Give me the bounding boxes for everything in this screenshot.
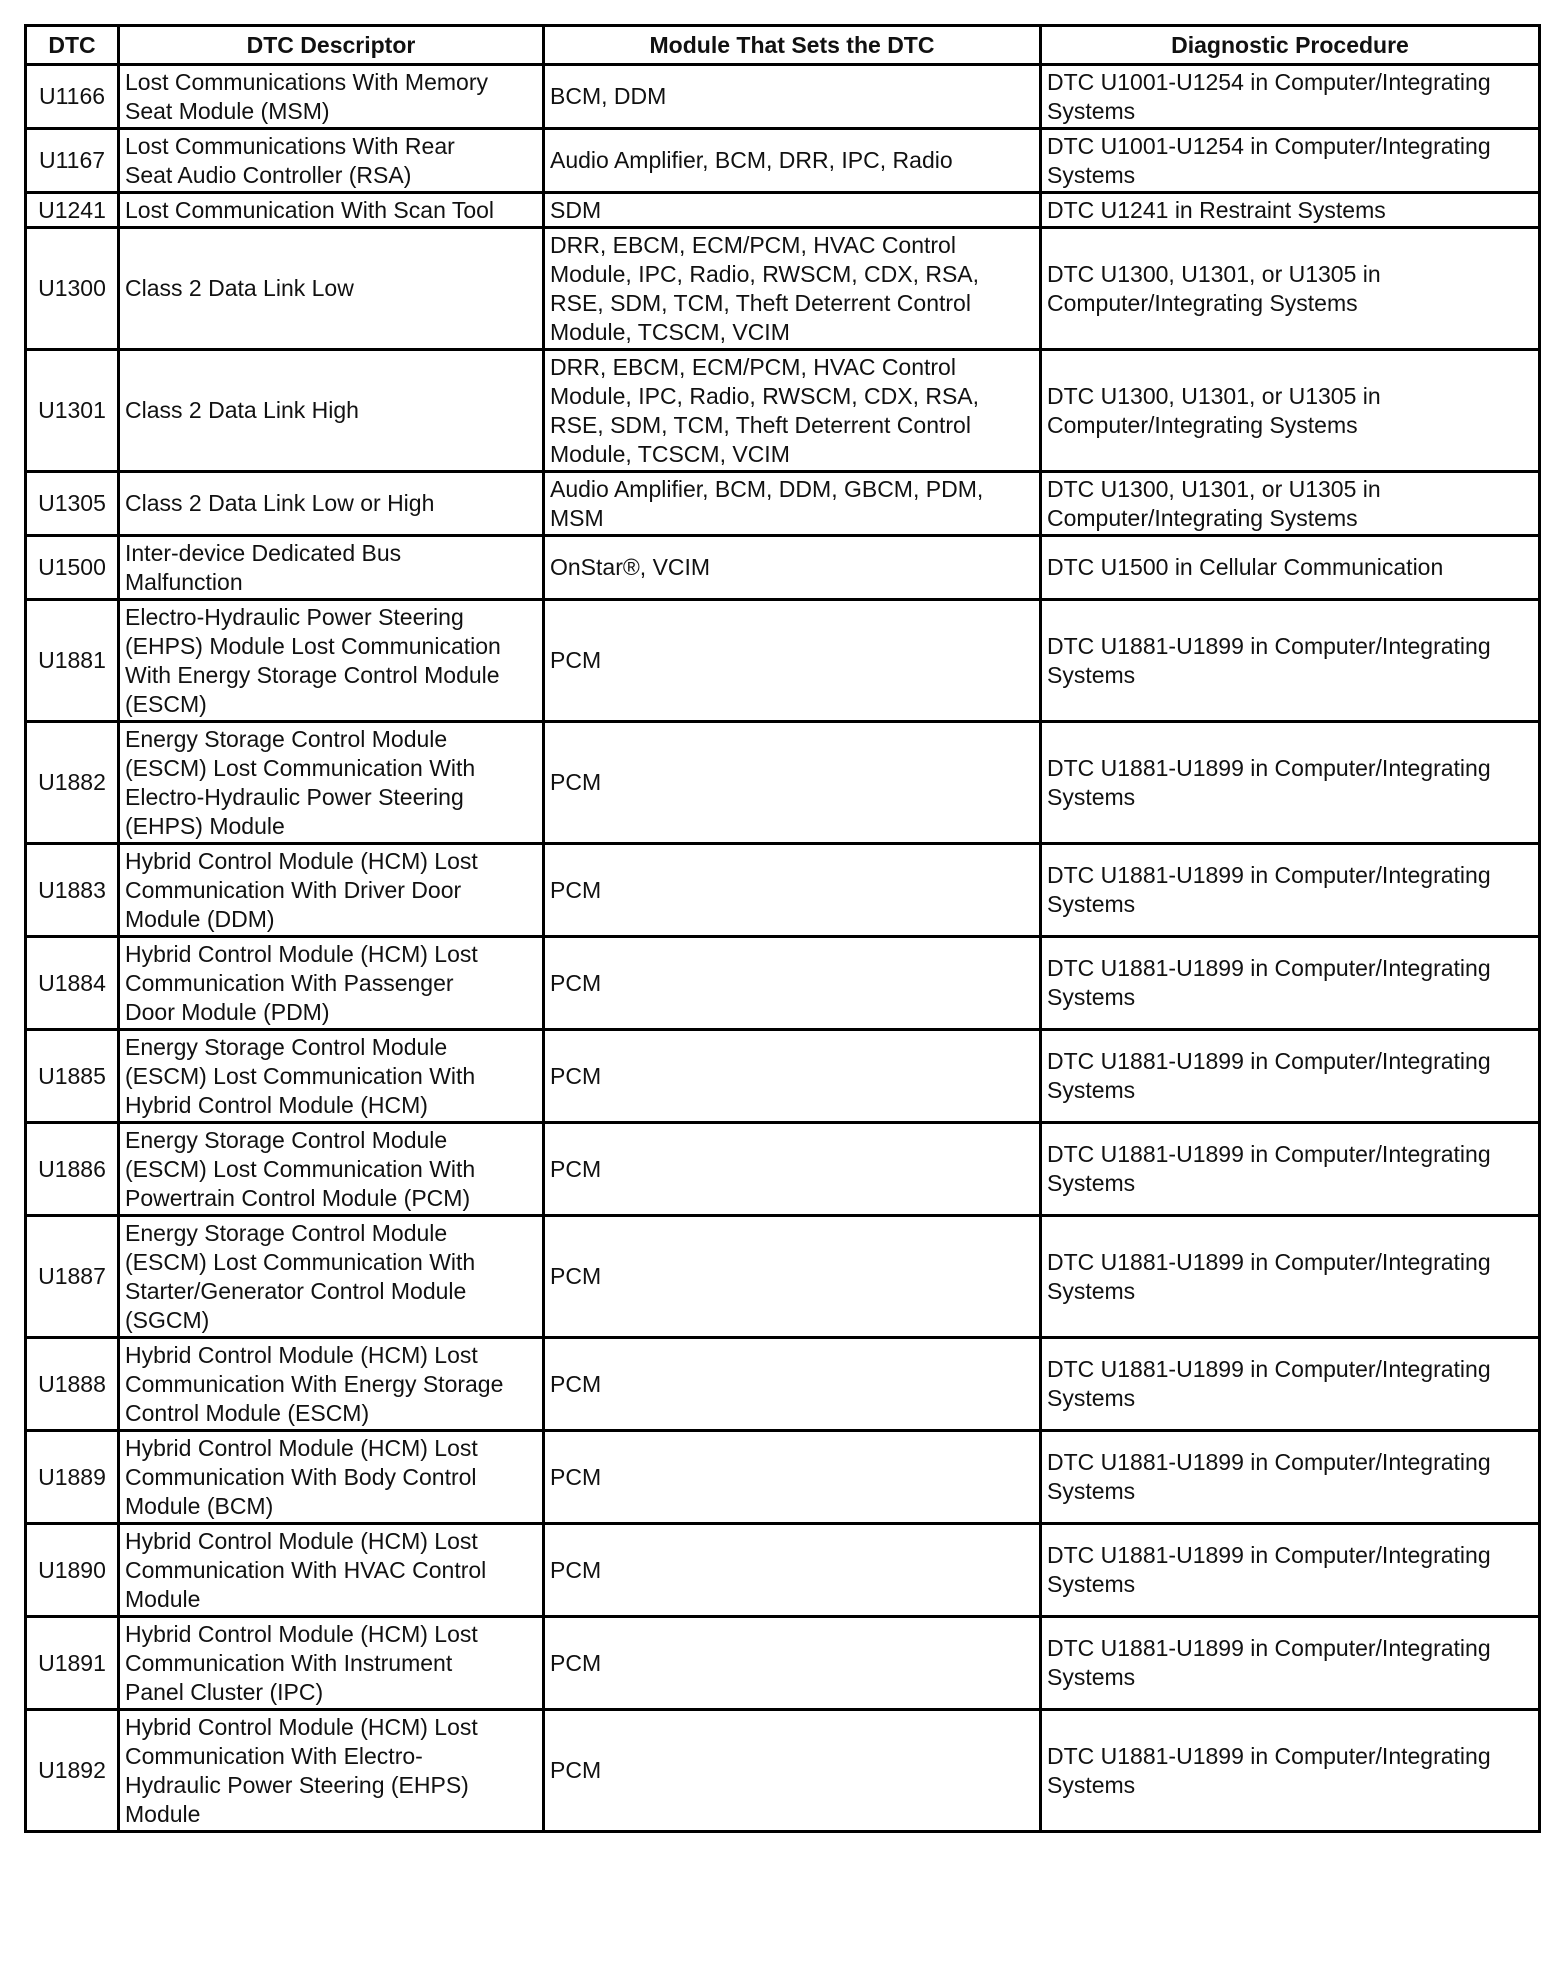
dtc-code-cell: U1883	[26, 844, 119, 937]
header-descriptor: DTC Descriptor	[119, 26, 544, 65]
table-row	[26, 722, 1540, 844]
diagnostic-procedure-cell: DTC U1881-U1899 in Computer/Integrating Systems	[1041, 1030, 1540, 1123]
table-row	[26, 1216, 1540, 1338]
diagnostic-procedure-cell: DTC U1881-U1899 in Computer/Integrating Systems	[1041, 600, 1540, 722]
table-row	[26, 472, 1540, 536]
diagnostic-procedure-cell: DTC U1881-U1899 in Computer/Integrating Systems	[1041, 1431, 1540, 1524]
table-row	[26, 1710, 1540, 1832]
dtc-code-cell: U1892	[26, 1710, 119, 1832]
module-cell: PCM	[544, 1123, 1041, 1216]
dtc-code-cell: U1887	[26, 1216, 119, 1338]
dtc-code-cell: U1167	[26, 129, 119, 193]
dtc-code-cell: U1166	[26, 65, 119, 129]
diagnostic-procedure-cell: DTC U1881-U1899 in Computer/Integrating Systems	[1041, 937, 1540, 1030]
module-cell: Audio Amplifier, BCM, DDM, GBCM, PDM, MSM	[544, 472, 1041, 536]
table-row	[26, 1338, 1540, 1431]
module-cell: Audio Amplifier, BCM, DRR, IPC, Radio	[544, 129, 1041, 193]
module-cell: PCM	[544, 844, 1041, 937]
dtc-code-cell: U1890	[26, 1524, 119, 1617]
diagnostic-procedure-cell: DTC U1881-U1899 in Computer/Integrating Systems	[1041, 1710, 1540, 1832]
dtc-descriptor-cell: Hybrid Control Module (HCM) Lost Communication With Driver Door Module (DDM)	[119, 844, 544, 937]
dtc-code-cell: U1241	[26, 193, 119, 228]
dtc-descriptor-cell: Lost Communications With Rear Seat Audio Controller (RSA)	[119, 129, 544, 193]
diagnostic-procedure-cell: DTC U1001-U1254 in Computer/Integrating Systems	[1041, 65, 1540, 129]
module-cell: PCM	[544, 1524, 1041, 1617]
module-cell: PCM	[544, 1338, 1041, 1431]
dtc-descriptor-cell: Lost Communications With Memory Seat Module (MSM)	[119, 65, 544, 129]
dtc-code-cell: U1891	[26, 1617, 119, 1710]
diagnostic-procedure-cell: DTC U1881-U1899 in Computer/Integrating Systems	[1041, 844, 1540, 937]
dtc-descriptor-cell: Lost Communication With Scan Tool	[119, 193, 544, 228]
dtc-descriptor-cell: Hybrid Control Module (HCM) Lost Communication With Passenger Door Module (PDM)	[119, 937, 544, 1030]
diagnostic-procedure-cell: DTC U1001-U1254 in Computer/Integrating Systems	[1041, 129, 1540, 193]
dtc-descriptor-cell: Class 2 Data Link Low or High	[119, 472, 544, 536]
dtc-descriptor-cell: Inter-device Dedicated Bus Malfunction	[119, 536, 544, 600]
table-row	[26, 536, 1540, 600]
diagnostic-procedure-cell: DTC U1881-U1899 in Computer/Integrating Systems	[1041, 1338, 1540, 1431]
dtc-descriptor-cell: Energy Storage Control Module (ESCM) Lost Communication With Starter/Generator Control Module (SGCM)	[119, 1216, 544, 1338]
dtc-descriptor-cell: Hybrid Control Module (HCM) Lost Communication With Instrument Panel Cluster (IPC)	[119, 1617, 544, 1710]
table-row	[26, 1524, 1540, 1617]
table-row	[26, 1431, 1540, 1524]
module-cell: SDM	[544, 193, 1041, 228]
dtc-descriptor-cell: Class 2 Data Link High	[119, 350, 544, 472]
dtc-code-cell: U1886	[26, 1123, 119, 1216]
dtc-code-cell: U1301	[26, 350, 119, 472]
header-procedure: Diagnostic Procedure	[1041, 26, 1540, 65]
diagnostic-procedure-cell: DTC U1881-U1899 in Computer/Integrating Systems	[1041, 1524, 1540, 1617]
module-cell: DRR, EBCM, ECM/PCM, HVAC Control Module, IPC, Radio, RWSCM, CDX, RSA, RSE, SDM, TCM, Theft Deterrent Control Module, TCSCM, VCIM	[544, 228, 1041, 350]
dtc-descriptor-cell: Hybrid Control Module (HCM) Lost Communication With Electro- Hydraulic Power Steering (EHPS) Module	[119, 1710, 544, 1832]
dtc-descriptor-cell: Class 2 Data Link Low	[119, 228, 544, 350]
dtc-code-cell: U1305	[26, 472, 119, 536]
diagnostic-procedure-cell: DTC U1300, U1301, or U1305 in Computer/Integrating Systems	[1041, 472, 1540, 536]
module-cell: BCM, DDM	[544, 65, 1041, 129]
diagnostic-procedure-cell: DTC U1300, U1301, or U1305 in Computer/Integrating Systems	[1041, 228, 1540, 350]
table-row	[26, 600, 1540, 722]
dtc-descriptor-cell: Hybrid Control Module (HCM) Lost Communication With Energy Storage Control Module (ESCM)	[119, 1338, 544, 1431]
dtc-code-cell: U1885	[26, 1030, 119, 1123]
table-row	[26, 350, 1540, 472]
table-row	[26, 844, 1540, 937]
diagnostic-procedure-cell: DTC U1881-U1899 in Computer/Integrating Systems	[1041, 722, 1540, 844]
module-cell: PCM	[544, 1431, 1041, 1524]
dtc-code-cell: U1300	[26, 228, 119, 350]
diagnostic-procedure-cell: DTC U1241 in Restraint Systems	[1041, 193, 1540, 228]
table-row	[26, 1123, 1540, 1216]
dtc-code-cell: U1882	[26, 722, 119, 844]
dtc-code-cell: U1888	[26, 1338, 119, 1431]
dtc-code-cell: U1884	[26, 937, 119, 1030]
header-module: Module That Sets the DTC	[544, 26, 1041, 65]
dtc-descriptor-cell: Energy Storage Control Module (ESCM) Lost Communication With Electro-Hydraulic Power Steering (EHPS) Module	[119, 722, 544, 844]
dtc-code-cell: U1881	[26, 600, 119, 722]
table-row	[26, 1617, 1540, 1710]
diagnostic-procedure-cell: DTC U1300, U1301, or U1305 in Computer/Integrating Systems	[1041, 350, 1540, 472]
module-cell: DRR, EBCM, ECM/PCM, HVAC Control Module, IPC, Radio, RWSCM, CDX, RSA, RSE, SDM, TCM, Theft Deterrent Control Module, TCSCM, VCIM	[544, 350, 1041, 472]
module-cell: PCM	[544, 1030, 1041, 1123]
dtc-code-cell: U1500	[26, 536, 119, 600]
module-cell: PCM	[544, 722, 1041, 844]
module-cell: PCM	[544, 1710, 1041, 1832]
table-row	[26, 193, 1540, 228]
diagnostic-procedure-cell: DTC U1500 in Cellular Communication	[1041, 536, 1540, 600]
table-body	[26, 65, 1540, 1832]
dtc-code-cell: U1889	[26, 1431, 119, 1524]
diagnostic-procedure-cell: DTC U1881-U1899 in Computer/Integrating Systems	[1041, 1123, 1540, 1216]
dtc-descriptor-cell: Hybrid Control Module (HCM) Lost Communication With HVAC Control Module	[119, 1524, 544, 1617]
table-row	[26, 937, 1540, 1030]
module-cell: PCM	[544, 937, 1041, 1030]
module-cell: PCM	[544, 1216, 1041, 1338]
table-row	[26, 65, 1540, 129]
header-row	[26, 26, 1540, 65]
table-row	[26, 1030, 1540, 1123]
dtc-table	[24, 24, 1541, 1833]
dtc-descriptor-cell: Electro-Hydraulic Power Steering (EHPS) Module Lost Communication With Energy Storage Control Module (ESCM)	[119, 600, 544, 722]
module-cell: OnStar®, VCIM	[544, 536, 1041, 600]
dtc-descriptor-cell: Hybrid Control Module (HCM) Lost Communication With Body Control Module (BCM)	[119, 1431, 544, 1524]
dtc-descriptor-cell: Energy Storage Control Module (ESCM) Lost Communication With Hybrid Control Module (HCM)	[119, 1030, 544, 1123]
dtc-descriptor-cell: Energy Storage Control Module (ESCM) Lost Communication With Powertrain Control Module (PCM)	[119, 1123, 544, 1216]
table-row	[26, 228, 1540, 350]
module-cell: PCM	[544, 600, 1041, 722]
header-dtc: DTC	[26, 26, 119, 65]
table-row	[26, 129, 1540, 193]
diagnostic-procedure-cell: DTC U1881-U1899 in Computer/Integrating Systems	[1041, 1617, 1540, 1710]
module-cell: PCM	[544, 1617, 1041, 1710]
diagnostic-procedure-cell: DTC U1881-U1899 in Computer/Integrating Systems	[1041, 1216, 1540, 1338]
